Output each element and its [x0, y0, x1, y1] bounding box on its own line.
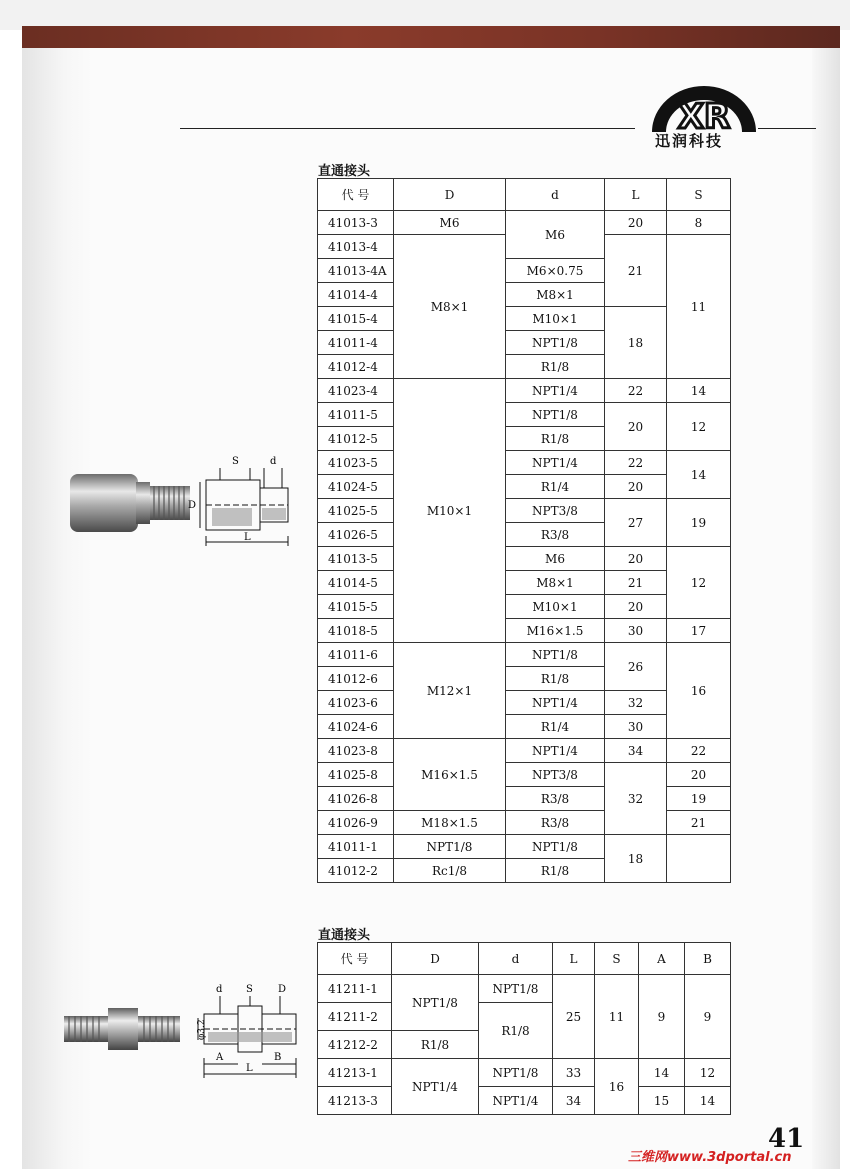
diagram2-label-L: L [246, 1063, 253, 1074]
table-row [318, 451, 731, 475]
section-drawing-2 [194, 978, 304, 1084]
table1-header-S: S [667, 179, 731, 211]
l-cell: 18 [605, 835, 667, 883]
table-row [318, 835, 731, 859]
table-row [318, 739, 731, 763]
s-cell: 16 [667, 643, 731, 739]
l-cell: 20 [605, 475, 667, 499]
s-cell: 12 [667, 547, 731, 619]
d-cell: NPT1/8 [394, 835, 506, 859]
code-cell: 41023-6 [318, 691, 394, 715]
code-cell: 41024-5 [318, 475, 394, 499]
code-cell: 41211-1 [318, 975, 392, 1003]
s-cell: 21 [667, 811, 731, 835]
header-rule [180, 128, 635, 129]
s-cell: 8 [667, 211, 731, 235]
table2-header-B: B [685, 943, 731, 975]
d-cell: NPT1/8 [479, 1059, 553, 1087]
d-cell: R1/4 [506, 715, 605, 739]
d-cell: NPT1/4 [392, 1059, 479, 1115]
d-cell: NPT1/8 [479, 975, 553, 1003]
l-cell: 21 [605, 571, 667, 595]
table-row [318, 1059, 731, 1087]
diagram2-label-d: d [216, 984, 223, 995]
d-cell: R1/8 [506, 355, 605, 379]
table-row [318, 811, 731, 835]
l-cell: 20 [605, 595, 667, 619]
table-row [318, 975, 731, 1003]
d-cell: M8×1 [506, 283, 605, 307]
d-cell: M12×1 [394, 643, 506, 739]
b-cell: 12 [685, 1059, 731, 1087]
code-cell: 41212-2 [318, 1031, 392, 1059]
table-row [318, 547, 731, 571]
a-cell: 15 [639, 1087, 685, 1115]
table-row [318, 763, 731, 787]
brand-name: 迅润科技 [655, 132, 724, 150]
page-right-edge [812, 48, 840, 1169]
table2-header-d: d [479, 943, 553, 975]
code-cell: 41013-5 [318, 547, 394, 571]
d-cell: M16×1.5 [506, 619, 605, 643]
d-cell: NPT1/4 [479, 1087, 553, 1115]
diagram2-label-phi: φ3.2 [197, 1019, 207, 1040]
code-cell: 41011-6 [318, 643, 394, 667]
table1-header-L: L [605, 179, 667, 211]
code-cell: 41014-5 [318, 571, 394, 595]
code-cell: 41011-5 [318, 403, 394, 427]
diagram1-label-L: L [244, 532, 251, 543]
scan-top-edge [0, 0, 850, 30]
code-cell: 41013-4 [318, 235, 394, 259]
table2-header-row [318, 943, 731, 975]
code-cell: 41011-4 [318, 331, 394, 355]
table2-title: 直通接头 [318, 928, 371, 943]
code-cell: 41011-1 [318, 835, 394, 859]
table1-title: 直通接头 [318, 164, 371, 179]
d-cell: NPT1/4 [506, 451, 605, 475]
code-cell: 41012-6 [318, 667, 394, 691]
d-cell: Rc1/8 [394, 859, 506, 883]
l-cell: 32 [605, 763, 667, 835]
code-cell: 41015-4 [318, 307, 394, 331]
diagram2-label-D: D [278, 984, 287, 995]
d-cell: M8×1 [394, 235, 506, 379]
spec-table-2 [317, 942, 731, 1115]
code-cell: 41013-4A [318, 259, 394, 283]
l-cell: 27 [605, 499, 667, 547]
s-cell: 12 [667, 403, 731, 451]
s-cell: 20 [667, 763, 731, 787]
diagram2-label-B: B [274, 1052, 282, 1063]
table1-header-row [318, 179, 731, 211]
s-cell: 11 [595, 975, 639, 1059]
l-cell: 22 [605, 451, 667, 475]
code-cell: 41012-2 [318, 859, 394, 883]
table-row [318, 403, 731, 427]
d-cell: NPT3/8 [506, 763, 605, 787]
d-cell: M6 [394, 211, 506, 235]
d-cell: R1/8 [479, 1003, 553, 1059]
table1-header-code: 代 号 [318, 179, 394, 211]
code-cell: 41026-5 [318, 523, 394, 547]
diagram2-label-A: A [216, 1052, 224, 1063]
table2-header-L: L [553, 943, 595, 975]
d-cell: M10×1 [506, 307, 605, 331]
d-cell: NPT1/8 [506, 835, 605, 859]
l-cell: 25 [553, 975, 595, 1059]
table-row [318, 499, 731, 523]
l-cell: 34 [605, 739, 667, 763]
a-cell: 9 [639, 975, 685, 1059]
d-cell: M8×1 [506, 571, 605, 595]
l-cell: 30 [605, 715, 667, 739]
d-cell: NPT1/8 [392, 975, 479, 1031]
d-cell: M10×1 [394, 379, 506, 643]
diagram1-label-S: S [232, 456, 239, 467]
code-cell: 41025-8 [318, 763, 394, 787]
d-cell: R1/8 [506, 859, 605, 883]
code-cell: 41012-5 [318, 427, 394, 451]
s-cell [667, 835, 731, 883]
table-row [318, 1087, 731, 1115]
table1-header-D: D [394, 179, 506, 211]
table-row [318, 787, 731, 811]
table2-header-S: S [595, 943, 639, 975]
code-cell: 41018-5 [318, 619, 394, 643]
diagram2-label-S: S [246, 984, 253, 995]
spec-table-1 [317, 178, 731, 883]
d-cell: M6×0.75 [506, 259, 605, 283]
d-cell: NPT1/4 [506, 691, 605, 715]
d-cell: NPT3/8 [506, 499, 605, 523]
d-cell: M16×1.5 [394, 739, 506, 811]
d-cell: NPT1/4 [506, 379, 605, 403]
table2-header-A: A [639, 943, 685, 975]
diagram1-label-D: D [188, 500, 197, 511]
d-cell: R3/8 [506, 787, 605, 811]
l-cell: 32 [605, 691, 667, 715]
s-cell: 19 [667, 787, 731, 811]
d-cell: M18×1.5 [394, 811, 506, 835]
s-cell: 19 [667, 499, 731, 547]
table2-header-code: 代 号 [318, 943, 392, 975]
code-cell: 41026-9 [318, 811, 394, 835]
l-cell: 26 [605, 643, 667, 691]
d-cell: NPT1/8 [506, 331, 605, 355]
code-cell: 41213-3 [318, 1087, 392, 1115]
d-cell: R3/8 [506, 523, 605, 547]
code-cell: 41013-3 [318, 211, 394, 235]
table-row [318, 643, 731, 667]
l-cell: 33 [553, 1059, 595, 1087]
code-cell: 41026-8 [318, 787, 394, 811]
d-cell: R1/8 [392, 1031, 479, 1059]
s-cell: 14 [667, 379, 731, 403]
table-row [318, 619, 731, 643]
section-drawing-1 [178, 452, 298, 552]
table-row [318, 379, 731, 403]
diagram1-label-d: d [270, 456, 277, 467]
b-cell: 9 [685, 975, 731, 1059]
logo-letters: XR [677, 97, 731, 137]
s-cell: 17 [667, 619, 731, 643]
code-cell: 41012-4 [318, 355, 394, 379]
s-cell: 11 [667, 235, 731, 379]
l-cell: 20 [605, 211, 667, 235]
s-cell: 16 [595, 1059, 639, 1115]
s-cell: 22 [667, 739, 731, 763]
l-cell: 20 [605, 403, 667, 451]
code-cell: 41025-5 [318, 499, 394, 523]
site-watermark: 三维网www.3dportal.cn [628, 1150, 792, 1165]
d-cell: M6 [506, 547, 605, 571]
d-cell: M6 [506, 211, 605, 259]
l-cell: 18 [605, 307, 667, 379]
d-cell: R3/8 [506, 811, 605, 835]
l-cell: 22 [605, 379, 667, 403]
straight-fitting-photo-2 [62, 1004, 182, 1054]
s-cell: 14 [667, 451, 731, 499]
d-cell: R1/4 [506, 475, 605, 499]
header-rule-right [758, 128, 816, 129]
code-cell: 41213-1 [318, 1059, 392, 1087]
page-left-shadow [22, 48, 92, 1169]
d-cell: NPT1/8 [506, 643, 605, 667]
l-cell: 21 [605, 235, 667, 307]
code-cell: 41023-8 [318, 739, 394, 763]
code-cell: 41023-4 [318, 379, 394, 403]
page-number: 41 [768, 1124, 805, 1154]
code-cell: 41023-5 [318, 451, 394, 475]
a-cell: 14 [639, 1059, 685, 1087]
l-cell: 34 [553, 1087, 595, 1115]
d-cell: R1/8 [506, 667, 605, 691]
code-cell: 41015-5 [318, 595, 394, 619]
l-cell: 30 [605, 619, 667, 643]
d-cell: NPT1/4 [506, 739, 605, 763]
d-cell: M10×1 [506, 595, 605, 619]
d-cell: NPT1/8 [506, 403, 605, 427]
code-cell: 41014-4 [318, 283, 394, 307]
table1-header-d: d [506, 179, 605, 211]
l-cell: 20 [605, 547, 667, 571]
code-cell: 41211-2 [318, 1003, 392, 1031]
table2-header-D: D [392, 943, 479, 975]
table-row [318, 211, 731, 235]
b-cell: 14 [685, 1087, 731, 1115]
d-cell: R1/8 [506, 427, 605, 451]
code-cell: 41024-6 [318, 715, 394, 739]
